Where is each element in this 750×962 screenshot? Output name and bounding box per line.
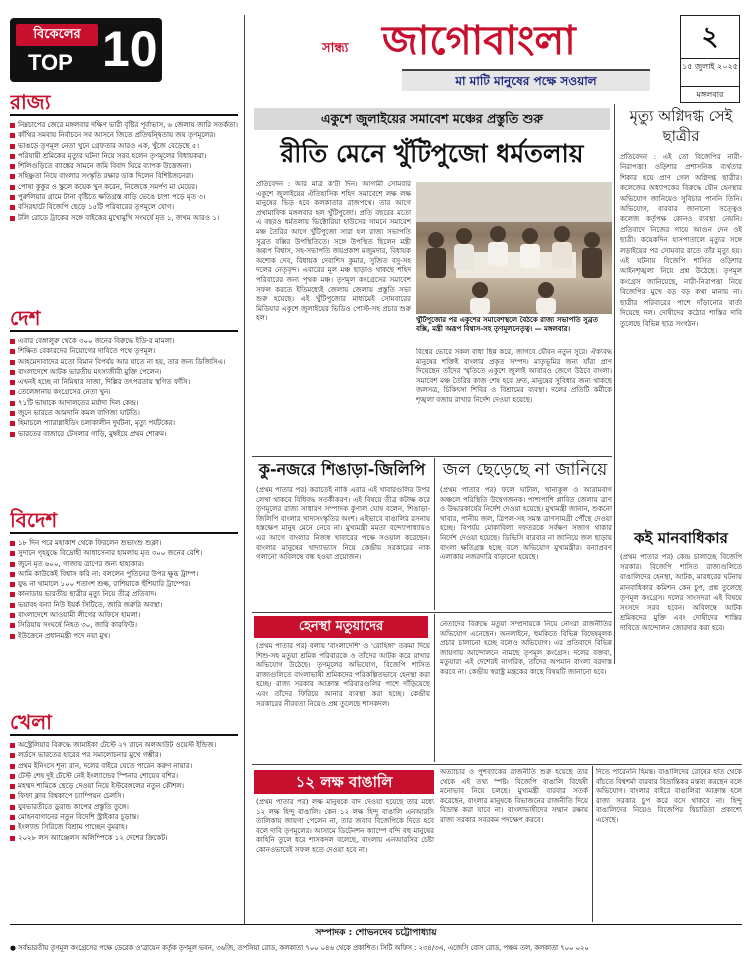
footer-rule: [10, 924, 742, 925]
list-item: জুনে মৃত ৬০০, গাজায় ত্রাণের জন্য হাহাকার।: [10, 559, 238, 569]
sidebar-section-sports: [10, 710, 238, 920]
issue-weekday: মঙ্গলবার: [681, 86, 739, 102]
snake-body: (প্রথম পাতার পর) করাতেই নাকি এবার এই খাবারগুলির উপর লেখা থাকবে বিধিবদ্ধ সতর্কীকরণ। এই বিষয়ে তীব্র কটাক্ষ করে তৃণমূলের রাজ্য সাধারণ সম্পাদক কুণাল ঘোষ বলেন, শিঙাড়া-জিলিপি বাংলার খাদ্যসংস্কৃতির অংশ। এইভাবে বাঙালির রসনায় হস্তক্ষেপ মানুষ মেনে নেবে না। মুখ্যমন্ত্রী মমতা বন্দ্যোপাধ্যায়ও এর আগে বাংলার নিজস্ব খাবারের পক্ষে সওয়াল করেছেন। বাংলার মানুষের খাদ্যাভ্যাস নিয়ে কেন্দ্রীয় সরকারের নাক গলানো অবিলম্বে বন্ধ হওয়া প্রয়োজন।: [256, 486, 430, 562]
list-item: বাংলাদেশে আওয়ামী লীগের অফিসে হামলা।: [10, 610, 238, 620]
column-divider: [434, 458, 435, 610]
sidebar-section-nation: [10, 306, 238, 506]
list-item: মহম্মদ শামিকে ছেড়ে দেওয়া নিয়ে ইস্টবেঙ্গলের নতুন কৌশল।: [10, 781, 238, 791]
harass-headline: হেনস্থা মতুয়াদের: [254, 616, 428, 638]
row-divider: [252, 764, 742, 765]
sidebar-section-state: [10, 90, 238, 290]
issue-date: ১৫ জুলাই ২০২৫: [681, 58, 739, 86]
list-item: শিক্ষিত বেকারদের নিয়োগের দাবিতে পথে তৃণমূল।: [10, 346, 238, 356]
column-divider: [592, 766, 593, 922]
list-item: ভাঙড়ে তৃণমূল নেতা খুনে গ্রেফতার আরও এক, খুঁজে বেড়েছে ৫।: [10, 141, 238, 151]
bengali-body-right: দিতে পারেননি হিমন্ত। বাঙালিদের রোষের হাত থেকে বাঁচতে বিশ্বশর্মা বারবার বিভ্রান্তিকর মন্তব্য করছেন বলে অভিযোগ। বাংলার বাইরে বাঙালিরা আক্রান্ত হলে রাজ্য সরকার চুপ করে বসে থাকবে না। হিন্দু বাঙালিদের নিয়েও বিজেপির দ্বিচারিতা প্রকাশ্যে এসেছে।: [596, 768, 742, 824]
list-item: শিলিগুড়িতে ব্যাঙ্কের সামনে জমি বিবাদ ঘিরে ব্যাপক উত্তেজনা।: [10, 161, 238, 171]
list-item: সিরিয়ায় সংঘর্ষে নিহত ৩০, জারি কারফিউ।: [10, 620, 238, 630]
list-item: হিমাচলে প্যারাগ্লাইডিং চলাকালীন দুর্ঘটনা, মৃত্যু পর্যটকের।: [10, 418, 238, 428]
lead-body: প্রতিবেদন : আর মাত্র ক'টা দিন। আগামী সোমবার একুশে জুলাইয়ের ঐতিহাসিক শহিদ সমাবেশে লক্ষ লক্ষ মানুষের ভিড় হবে কলকাতার রাজপথে। তার আগে প্রথামাফিক মঙ্গলবার হল খুঁটিপুজো। প্রতি বছরের মতো এ বছরও ধর্মতলায় ভিক্টোরিয়া হাউসের সামনে সমাবেশ মঞ্চ তৈরির আগে খুঁটিপুজো সারা হল রাজ্য সভাপতি সুব্রত বক্সির উপস্থিতিতে। সঙ্গে উপস্থিত ছিলেন মন্ত্রী অরূপ বিশ্বাস, সহ-সভাপতি জয়প্রকাশ মজুমদার, বিধায়ক অশোক দেব, বিধায়ক দেবাশিস কুমার, সুজিত বসু-সহ দলের নেতৃবৃন্দ। এবারের মূল মঞ্চ ছাড়াও থাকছে শহিদ পরিবারের জন্য পৃথক মঞ্চ। তৃণমূল কংগ্রেসের সমাবেশ সফল করতে ইতিমধ্যেই জেলায় জেলায় প্রস্তুতি সভা শুরু হয়েছে। এই খুঁটিপুজোর মাধ্যমেই সোমবারের মিডিয়ার একুশে জুলাইয়ের ভিডিও পোস্ট-সহ প্রচার শুরু হল।: [256, 180, 411, 323]
list-item: আমি কাউকেই বিশ্বাস করি না: বললেন পুতিনের উপর ক্ষুব্ধ ট্রাম্প।: [10, 569, 238, 579]
section-title: খেলা: [10, 710, 238, 736]
list-item: এখনই হচ্ছে না নিমিষার সাজা, দিল্লির তৎপরতায় স্থগিত ফাঁসি।: [10, 377, 238, 387]
section-title: দেশ: [10, 306, 238, 332]
list-item: কানাডায় ভারতীয় ছাত্রীর মৃত্যু নিয়ে তীব্র প্রতিবাদ।: [10, 589, 238, 599]
list-item: তেলেঙ্গানায় কংগ্রেসের নেতা খুন।: [10, 387, 238, 397]
lead-headline: রীতি মেনে খুঁটিপুজো ধর্মতলায়: [280, 139, 584, 168]
sidebar-section-world: [10, 508, 238, 708]
sidebar: [10, 90, 238, 920]
list-item: ভয়াবহ বন্যা নিউ ইয়র্ক সিটিতে, জারি জরুরি অবস্থা।: [10, 600, 238, 610]
meeting-photo-icon: [416, 182, 612, 314]
row-divider: [252, 612, 612, 613]
list-item: অস্ট্রেলিয়ার বিরুদ্ধে জামাইকা টেস্টে ২৭ রানে অলআউট ওয়েস্ট ইন্ডিজ।: [10, 740, 238, 750]
list-item: ফিফা ক্লাব বিশ্বকাপে চ্যাম্পিয়ন চেলসি।: [10, 791, 238, 801]
column-divider: [614, 104, 615, 664]
top10-number: 10: [102, 21, 158, 77]
lead-body-right: বিশ্বের ভোরে সকল বাধা ছিন্ন করে, জাগবে যৌবন নতুন সুরে। ঐক্যবদ্ধ মানুষের শক্তিই বাংলার প্রকৃত সম্পদ। মাতৃভূমির জন্য যাঁরা প্রাণ দিয়েছেন তাঁদের স্মৃতিতে একুশে জুলাই আবারও জেগে উঠবে বাংলা। সমাবেশ মঞ্চ তৈরির কাজ শেষ হবে দ্রুত, মানুষের সুবিধার জন্য থাকছে জলসত্র, চিকিৎসা শিবির ও বিশ্রামের ব্যবস্থা। দলের প্রতিটি কর্মীকে শৃঙ্খলা বজায় রাখার নির্দেশ দেওয়া হয়েছে।: [416, 348, 612, 404]
list-item: পোষা কুকুর ও স্কুলে কয়েক খুন করেন, নিজেকে সমর্পণ মা মেয়ের।: [10, 182, 238, 192]
rights-headline: কই মানবাধিকার: [634, 529, 728, 547]
masthead: [252, 15, 672, 97]
lead-photo: [416, 182, 612, 314]
list-item: কাঁথির সমবায় নির্বাচনে সব আসনে জিতে প্রতিদ্বন্দ্বিতায় জয় তৃণমূলের।: [10, 130, 238, 140]
top10-label: TOP: [28, 50, 73, 75]
lead-caption: খুঁটিপুজোর পর একুশের সমাবেশস্থলে বৈঠকে রাজ্য সভাপতি সুব্রত বক্সি, মন্ত্রী অরূপ বিশ্বাস-সহ তৃণমূলনেতৃত্ব। — মঙ্গলবার।: [416, 316, 598, 333]
rights-body: (প্রথম পাতার পর) কেন্দ্র চালাচ্ছে বিজেপি সরকার। বিজেপি শাসিত রাজ্যগুলিতে বাঙালিদের হেনস্থা, আটক, মারধরের ঘটনায় মানবাধিকার কমিশন কেন চুপ, প্রশ্ন তুলেছে তৃণমূল কংগ্রেস। দলের সাংসদরা এই বিষয়ে সংসদে সরব হবেন। অবিলম্বে আটক শ্রমিকদের মুক্তি এবং দোষীদের শাস্তির দাবিতে আন্দোলন জোরদার করা হবে।: [620, 553, 742, 633]
issue-box: [680, 15, 740, 103]
death-headline: মৃত্যু অগ্নিদগ্ধ সেই ছাত্রীর: [629, 107, 733, 145]
list-item: ২০২৮ লস অ্যাঞ্জেলস অলিম্পিকে ১২ দেশের ক্রিকেট।: [10, 833, 238, 843]
snake-headline: কু-নজরে শিঙাড়া-জিলিপি: [258, 460, 426, 479]
list-item: সুদানে গৃহযুদ্ধে বিদ্রোহী আধাসেনার হামলায় মৃত ৩০০ জনের বেশি।: [10, 548, 238, 558]
list-item: যুবভারতীতে ডুরান্ড কাপের প্রস্তুতি তুঙ্গে।: [10, 802, 238, 812]
list-item: ইংল্যান্ড সিরিজে বিশ্রাম পাচ্ছেন বুমরাহ।: [10, 822, 238, 832]
footer-editor: সম্পাদক : শোভনদেব চট্টোপাধ্যায়: [315, 928, 437, 938]
column-divider: [434, 614, 435, 762]
section-title: রাজ্য: [10, 90, 238, 116]
water-headline: জল ছেড়েছে না জানিয়ে: [442, 460, 608, 480]
tagline: মা মাটি মানুষের পক্ষে সওয়াল: [402, 69, 650, 91]
list-item: যুদ্ধ না থামালে ১০০ শতাংশ শুল্ক, রাশিয়াকে হুঁশিয়ারি ট্রাম্পের।: [10, 579, 238, 589]
top10-prefix: বিকেলের: [16, 24, 98, 46]
column-divider: [244, 15, 245, 925]
list-item: পুরুলিয়ার গ্রামে টানা বৃষ্টিতে ক্ষতিগ্রস্ত বাড়ি ভেঙে চাপা পড়ে মৃত ৩।: [10, 192, 238, 202]
footer-imprint: ● সর্বভারতীয় তৃণমূল কংগ্রেসের পক্ষে ডেরেক ও'ব্রায়েন কর্তৃক তৃণমূল ভবন, ৩৬জি, তপসিয়া রোড, কলকাতা ৭০০ ০৪৬ থেকে প্রকাশিত। সিটি অফিস : ২৩৪/৩এ, এজেসি বোস রোড, পঞ্চম তল, কলকাতা ৭০০ ০২০: [10, 944, 589, 952]
list-item: আহমেদাবাদের মতো বিমান বিপর্যয় আর যাতে না হয়, তার জন্য ডিজিসিএ।: [10, 357, 238, 367]
brand-prefix: সান্ধ্য: [322, 41, 349, 56]
list-item: পরিযায়ী শ্রমিকের মৃত্যুর ঘটনা নিয়ে সরব হলেন তৃণমূলের বিধায়করা।: [10, 151, 238, 161]
issue-number: ২: [701, 22, 719, 52]
section-title: বিদেশ: [10, 508, 238, 534]
row-divider: [252, 456, 612, 457]
list-item: এবার বেঙ্গালুরু থেকে ৩০০ জনের বিরুদ্ধে ইডি-র মামলা।: [10, 336, 238, 346]
harass-body: (প্রথম পাতার পর) বলায় 'বাংলাদেশি' ও 'রোহিঙ্গা' তকমা দিয়ে শিশু-সহ মতুয়া শ্রমিক পরিবারকে ও তাঁদের আটক করে রাখার অভিযোগ উঠেছে। তৃণমূলের অভিযোগ, বিজেপি শাসিত রাজ্যগুলিতে বাংলাভাষী শ্রমিকদের পরিকল্পিতভাবে হেনস্থা করা হচ্ছে। রাজ্য সরকার আক্রান্ত পরিবারগুলির পাশে দাঁড়িয়েছে এবং তাঁদের ফিরিয়ে আনার ব্যবস্থা করা হচ্ছে। কেন্দ্রীয় সরকারের নীরবতা নিয়েও প্রশ্ন তুলেছে শাসকদল।: [256, 642, 430, 708]
list-item: ৭১টি ভাষাকে আদালতের মর্যাদা দিল কেন্দ্র।: [10, 398, 238, 408]
list-item: ইউক্রেনে প্রধানমন্ত্রী পদে নয়া মুখ।: [10, 631, 238, 641]
list-item: প্রথম ইনিংসে শূন্য রান, দলের বাইরে যেতে পারেন করুণ নায়ার।: [10, 761, 238, 771]
list-item: ভারতের বাজারে টেসলার গাড়ি, মুম্বইয়ে প্রথম শোরুম।: [10, 429, 238, 439]
list-item: মোহনবাগানের নতুন বিদেশি স্ট্রাইকার চূড়ান্ত।: [10, 812, 238, 822]
list-item: টলি রোডে ট্রাকের সঙ্গে বাইকের মুখোমুখি সংঘর্ষে মৃত ১, জখম আরও ১।: [10, 213, 238, 223]
list-item: ১৮ দিন পরে মহাকাশ থেকে ফিরলেন শুভাংশু শুক্লা।: [10, 538, 238, 548]
list-item: বসিরহাটে বিজেপি ছেড়ে ১৫টি পরিবারের তৃণমূলে যোগ।: [10, 202, 238, 212]
harass-body-right: নেতাদের বিরুদ্ধে মতুয়া সম্প্রদায়কে নিয়ে নোংরা রাজনীতির অভিযোগ এনেছেন। অনলাইনে, হুমকিতে বিভিন্ন বিদ্বেষমূলক প্রচার চালানো হচ্ছে বলেও অভিযোগ। এর প্রতিবাদে বিভিন্ন জায়গায় আন্দোলনে নামছে তৃণমূল কংগ্রেস। দলের বক্তব্য, মতুয়ারা এই দেশেরই নাগরিক, তাঁদের অপমান বাংলা বরদাস্ত করবে না। কেন্দ্রীয় স্বরাষ্ট্র মন্ত্রকের কাছে বিষয়টি জানানো হবে।: [440, 620, 612, 676]
list-item: লর্ডসে ভারতের হারের পর সমালোচনার মুখে গম্ভীর।: [10, 750, 238, 760]
water-body: (প্রথম পাতার পর) ফলে ঘাটাল, খানাকুল ও আরামবাগ অঞ্চলে পরিস্থিতি উদ্বেগজনক। পাশাপাশি প্লাবিত জেলায় ত্রাণ ও উদ্ধারকার্যের নির্দেশ দেওয়া হয়েছে। মুখ্যমন্ত্রী জানান, শুকনো খাবার, পানীয় জল, ত্রিপল-সহ সমস্ত ত্রাণসামগ্রী পৌঁছে দেওয়া হচ্ছে। বিপর্যয় মোকাবিলা দফতরকে সর্বক্ষণ সজাগ থাকার নির্দেশ দেওয়া হয়েছে। ডিভিসি বারবার না জানিয়ে জল ছাড়ায় বাংলা ক্ষতিগ্রস্ত হচ্ছে বলে অভিযোগ মুখ্যমন্ত্রীর। বন্যাপ্রবণ এলাকায় নজরদারি বাড়ানো হয়েছে।: [440, 486, 612, 562]
list-item: টেস্ট শেষ দুই টেস্টে নেই ইংল্যান্ডের স্পিনার শোয়েব বশির।: [10, 771, 238, 781]
list-item: নিম্নচাপের জেরে মঙ্গলবার দক্ষিণ ভারী বৃষ্টির পূর্বাভাস, ৬ জেলায় জারি সতর্কতা।: [10, 120, 238, 130]
lead-kicker: একুশে জুলাইয়ের সমাবেশ মঞ্চের প্রস্তুতি শুরু: [254, 108, 610, 130]
brand-name: জাগোবাংলা: [382, 17, 576, 64]
top10-badge: [10, 18, 162, 82]
list-item: বাংলাদেশে আটক ভারতীয় মৎস্যজীবী মুক্তি পেলেন।: [10, 367, 238, 377]
list-item: জুনে ভারতে আমদানি কমল বাণিজ্য ঘাটতি।: [10, 408, 238, 418]
list-item: সহিষ্ণুতা নিয়ে বাংলার সংস্কৃতি রক্ষার ডাক দিলেন বিশিষ্টজনেরা।: [10, 171, 238, 181]
bengali-headline: ১২ লক্ষ বাঙালি: [254, 770, 434, 794]
bengali-body-mid: অত্যাচার ও পুশব্যাকের রাজনীতি শুরু হয়েছে তার থেকে এই তথ্য স্পষ্ট। বিজেপি বাঙালি বিদ্বেষী মনোভাব নিয়ে চলছে। মুখ্যমন্ত্রী বারবার সতর্ক করেছেন, বাংলার মানুষকে বিভাজনের রাজনীতি দিয়ে বিভ্রান্ত করা যাবে না। বাংলাভাষীদের সম্মান রক্ষায় রাজ্য সরকার সবরকম পদক্ষেপ করবে।: [440, 768, 588, 824]
death-body: প্রতিবেদন : এই তো বিজেপির নারী-নিরাপত্তা! ওড়িশার প্রশাসনিক ব্যর্থতার শিকার হয়ে প্রাণ গেল অগ্নিদগ্ধ ছাত্রীর। কলেজের অধ্যাপকের বিরুদ্ধে যৌন হেনস্থার অভিযোগ জানিয়েও সুবিচার পাননি তিনি। অভিযোগ, বারবার জানানো সত্ত্বেও কলেজ কর্তৃপক্ষ কোনও ব্যবস্থা নেয়নি। প্রতিবাদে নিজের গায়ে আগুন দেন ওই ছাত্রী। কয়েকদিন হাসপাতালে মৃত্যুর সঙ্গে লড়াইয়ের পর সোমবার রাতে তাঁর মৃত্যু হয়। এই ঘটনায় বিজেপি শাসিত ওড়িশার আইনশৃঙ্খলা নিয়ে প্রশ্ন উঠেছে। তৃণমূল কংগ্রেস জানিয়েছে, নারী-নিরাপত্তা নিয়ে বিজেপির মুখে বড় বড় কথা মানায় না। ছাত্রীর পরিবারের পাশে দাঁড়ানোর বার্তা দিয়েছে দল। দোষীদের কঠোর শাস্তির দাবি তুলেছে বিভিন্ন ছাত্র সংগঠন।: [620, 153, 742, 328]
bengali-body: (প্রথম পাতার পর) লক্ষ মানুষকে বাদ দেওয়া হয়েছে তার মধ্যে ১২ লক্ষ হিন্দু বাঙালি। কেন ১২ লক্ষ হিন্দু বাঙালি এনআরসি তালিকায় জায়গা পেলেন না, তার জবাব বিজেপিকে দিতে হবে বলে দাবি তৃণমূলের। আসামে ডিটেনশন ক্যাম্পে বন্দি বহু মানুষের কাহিনি তুলে ধরে শাসকদল বলেছে, বাংলায় এনআরসির চেষ্টা কোনওভাবেই সফল হতে দেওয়া হবে না।: [256, 798, 434, 854]
